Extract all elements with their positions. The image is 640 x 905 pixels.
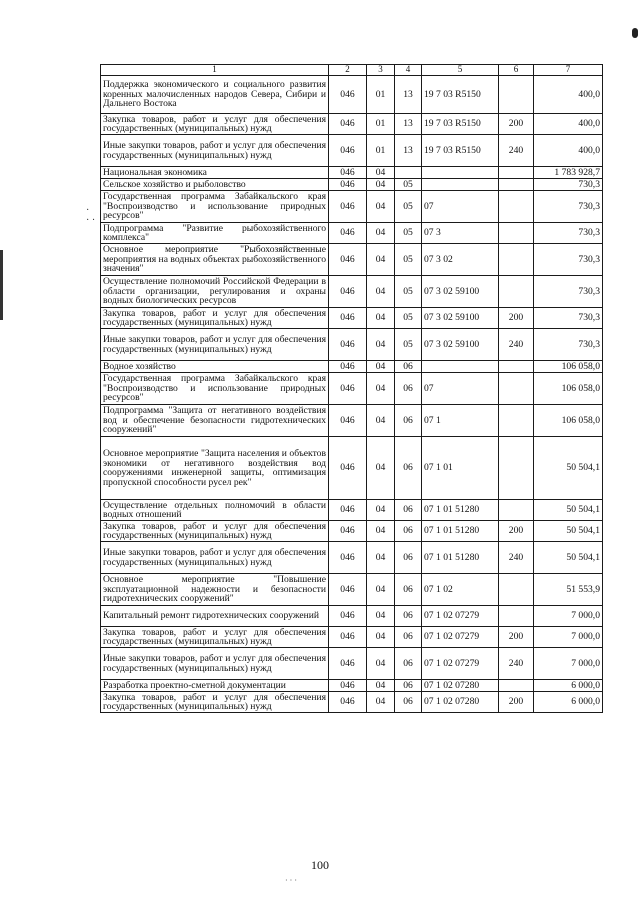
- cell-name: Осуществление отдельных полномочий в области водных отношений: [101, 500, 329, 521]
- header-cell-1: 1: [101, 65, 329, 76]
- table-row: [101, 405, 603, 437]
- cell-csr: 07 1 01 51280: [422, 521, 499, 542]
- cell-pr: 13: [395, 135, 422, 167]
- header-cell-6: 6: [499, 65, 534, 76]
- cell-csr: 07 1 01 51280: [422, 542, 499, 574]
- cell-vr: 200: [499, 521, 534, 542]
- cell-sum: 50 504,1: [534, 542, 603, 574]
- cell-sum: 106 058,0: [534, 361, 603, 373]
- cell-vr: 240: [499, 329, 534, 361]
- cell-rz: 01: [367, 76, 395, 114]
- cell-rz: 04: [367, 500, 395, 521]
- table-row: [101, 542, 603, 574]
- cell-ved: 046: [329, 542, 367, 574]
- cell-ved: 046: [329, 135, 367, 167]
- cell-name: Закупка товаров, работ и услуг для обеспечения государственных (муниципальных) нужд: [101, 114, 329, 135]
- cell-pr: 06: [395, 606, 422, 627]
- cell-name: Государственная программа Забайкальского края "Воспроизводство и использование природных ресурсов": [101, 191, 329, 223]
- cell-ved: 046: [329, 361, 367, 373]
- cell-pr: 06: [395, 405, 422, 437]
- cell-csr: 07: [422, 191, 499, 223]
- cell-ved: 046: [329, 574, 367, 606]
- cell-sum: 730,3: [534, 329, 603, 361]
- cell-name: Иные закупки товаров, работ и услуг для обеспечения государственных (муниципальных) нужд: [101, 648, 329, 680]
- cell-vr: [499, 500, 534, 521]
- cell-csr: 07 3 02 59100: [422, 308, 499, 329]
- table-row: [101, 223, 603, 244]
- table-row: [101, 680, 603, 692]
- page-number: 100: [311, 858, 329, 872]
- cell-ved: 046: [329, 606, 367, 627]
- cell-pr: 06: [395, 542, 422, 574]
- cell-csr: 07 3 02 59100: [422, 329, 499, 361]
- cell-sum: 51 553,9: [534, 574, 603, 606]
- cell-rz: 04: [367, 179, 395, 191]
- table-row: [101, 244, 603, 276]
- cell-vr: 200: [499, 114, 534, 135]
- cell-csr: 07 1 02 07279: [422, 648, 499, 680]
- table-row: [101, 276, 603, 308]
- cell-ved: 046: [329, 244, 367, 276]
- cell-rz: 04: [367, 329, 395, 361]
- cell-sum: 6 000,0: [534, 680, 603, 692]
- cell-name: Капитальный ремонт гидротехнических сооружений: [101, 606, 329, 627]
- cell-rz: 01: [367, 114, 395, 135]
- cell-sum: 50 504,1: [534, 500, 603, 521]
- cell-pr: 05: [395, 244, 422, 276]
- cell-rz: 04: [367, 308, 395, 329]
- cell-pr: 13: [395, 76, 422, 114]
- cell-rz: 04: [367, 437, 395, 500]
- header-cell-2: 2: [329, 65, 367, 76]
- table-row: [101, 692, 603, 713]
- cell-csr: 19 7 03 R5150: [422, 114, 499, 135]
- cell-ved: 046: [329, 648, 367, 680]
- cell-sum: 730,3: [534, 179, 603, 191]
- cell-pr: 06: [395, 373, 422, 405]
- cell-vr: [499, 680, 534, 692]
- cell-name: Водное хозяйство: [101, 361, 329, 373]
- cell-ved: 046: [329, 76, 367, 114]
- cell-sum: 106 058,0: [534, 405, 603, 437]
- scan-artifact-dots: · · ·: [86, 205, 96, 226]
- cell-name: Иные закупки товаров, работ и услуг для обеспечения государственных (муниципальных) нужд: [101, 329, 329, 361]
- cell-ved: 046: [329, 627, 367, 648]
- cell-vr: [499, 574, 534, 606]
- cell-pr: 13: [395, 114, 422, 135]
- cell-name: Осуществление полномочий Российской Федерации в области организации, регулирования и охраны водных биологических ресурсов: [101, 276, 329, 308]
- cell-sum: 730,3: [534, 223, 603, 244]
- cell-sum: 400,0: [534, 76, 603, 114]
- cell-ved: 046: [329, 114, 367, 135]
- cell-vr: [499, 437, 534, 500]
- cell-name: Разработка проектно-сметной документации: [101, 680, 329, 692]
- cell-csr: [422, 361, 499, 373]
- cell-name: Основное мероприятие "Защита населения и объектов экономики от негативного воздействия вод сооружениями инженерной защиты, оптимизация пропускной способности русел рек": [101, 437, 329, 500]
- cell-csr: 19 7 03 R5150: [422, 135, 499, 167]
- cell-ved: 046: [329, 692, 367, 713]
- cell-csr: 07 3 02: [422, 244, 499, 276]
- cell-rz: 04: [367, 574, 395, 606]
- cell-csr: 19 7 03 R5150: [422, 76, 499, 114]
- table-header-row: [101, 65, 603, 76]
- table-row: [101, 167, 603, 179]
- scan-artifact-bar: [0, 250, 3, 320]
- scan-artifact-footer-dots: · · ·: [285, 876, 297, 885]
- cell-sum: 400,0: [534, 114, 603, 135]
- cell-ved: 046: [329, 329, 367, 361]
- cell-pr: 05: [395, 179, 422, 191]
- cell-csr: 07 1 02 07279: [422, 606, 499, 627]
- cell-ved: 046: [329, 405, 367, 437]
- cell-rz: 04: [367, 405, 395, 437]
- cell-ved: 046: [329, 223, 367, 244]
- cell-name: Поддержка экономического и социального развития коренных малочисленных народов Севера, Сибири и Дальнего Востока: [101, 76, 329, 114]
- cell-csr: 07 1 02 07280: [422, 692, 499, 713]
- cell-sum: 106 058,0: [534, 373, 603, 405]
- cell-pr: 06: [395, 437, 422, 500]
- cell-name: Национальная экономика: [101, 167, 329, 179]
- cell-rz: 04: [367, 542, 395, 574]
- cell-csr: [422, 167, 499, 179]
- table-row: [101, 135, 603, 167]
- table-row: [101, 361, 603, 373]
- cell-pr: 06: [395, 692, 422, 713]
- cell-vr: [499, 244, 534, 276]
- cell-pr: 05: [395, 308, 422, 329]
- cell-sum: 7 000,0: [534, 606, 603, 627]
- table-row: [101, 308, 603, 329]
- cell-vr: [499, 167, 534, 179]
- table-row: [101, 437, 603, 500]
- cell-name: Закупка товаров, работ и услуг для обеспечения государственных (муниципальных) нужд: [101, 692, 329, 713]
- cell-ved: 046: [329, 437, 367, 500]
- cell-sum: 7 000,0: [534, 648, 603, 680]
- cell-rz: 04: [367, 648, 395, 680]
- cell-rz: 04: [367, 521, 395, 542]
- cell-pr: 06: [395, 521, 422, 542]
- cell-csr: 07 1: [422, 405, 499, 437]
- cell-vr: 240: [499, 135, 534, 167]
- cell-sum: 7 000,0: [534, 627, 603, 648]
- cell-ved: 046: [329, 179, 367, 191]
- cell-rz: 04: [367, 692, 395, 713]
- budget-table: [100, 64, 603, 713]
- cell-vr: [499, 606, 534, 627]
- cell-sum: 400,0: [534, 135, 603, 167]
- table-row: [101, 373, 603, 405]
- cell-pr: [395, 167, 422, 179]
- cell-ved: 046: [329, 276, 367, 308]
- cell-pr: 06: [395, 627, 422, 648]
- cell-csr: 07 3 02 59100: [422, 276, 499, 308]
- cell-ved: 046: [329, 308, 367, 329]
- table-row: [101, 329, 603, 361]
- cell-rz: 04: [367, 680, 395, 692]
- cell-sum: 730,3: [534, 308, 603, 329]
- cell-rz: 01: [367, 135, 395, 167]
- header-cell-3: 3: [367, 65, 395, 76]
- cell-pr: 05: [395, 329, 422, 361]
- table-row: [101, 521, 603, 542]
- cell-vr: [499, 276, 534, 308]
- cell-pr: 05: [395, 223, 422, 244]
- cell-ved: 046: [329, 373, 367, 405]
- table-row: [101, 574, 603, 606]
- cell-csr: 07 1 02: [422, 574, 499, 606]
- cell-rz: 04: [367, 167, 395, 179]
- table-row: [101, 606, 603, 627]
- cell-name: Закупка товаров, работ и услуг для обеспечения государственных (муниципальных) нужд: [101, 521, 329, 542]
- cell-pr: 06: [395, 648, 422, 680]
- header-cell-4: 4: [395, 65, 422, 76]
- cell-vr: 240: [499, 648, 534, 680]
- cell-ved: 046: [329, 167, 367, 179]
- table-row: [101, 648, 603, 680]
- cell-csr: 07: [422, 373, 499, 405]
- header-cell-7: 7: [534, 65, 603, 76]
- cell-name: Основное мероприятие "Рыбохозяйственные мероприятия на водных объектах рыбохозяйственного значения": [101, 244, 329, 276]
- table-row: [101, 114, 603, 135]
- table-row: [101, 179, 603, 191]
- table-row: [101, 76, 603, 114]
- cell-vr: [499, 373, 534, 405]
- cell-vr: 200: [499, 627, 534, 648]
- header-cell-5: 5: [422, 65, 499, 76]
- cell-vr: [499, 361, 534, 373]
- cell-sum: 50 504,1: [534, 521, 603, 542]
- cell-vr: [499, 179, 534, 191]
- cell-vr: [499, 76, 534, 114]
- cell-name: Подпрограмма "Развитие рыбохозяйственного комплекса": [101, 223, 329, 244]
- cell-pr: 05: [395, 191, 422, 223]
- scan-artifact-mark: [632, 28, 638, 38]
- table-row: [101, 500, 603, 521]
- cell-name: Государственная программа Забайкальского края "Воспроизводство и использование природных ресурсов": [101, 373, 329, 405]
- cell-pr: 06: [395, 680, 422, 692]
- cell-name: Иные закупки товаров, работ и услуг для обеспечения государственных (муниципальных) нужд: [101, 135, 329, 167]
- cell-rz: 04: [367, 373, 395, 405]
- cell-csr: 07 1 01 51280: [422, 500, 499, 521]
- cell-sum: 6 000,0: [534, 692, 603, 713]
- cell-vr: 240: [499, 542, 534, 574]
- cell-rz: 04: [367, 361, 395, 373]
- cell-ved: 046: [329, 191, 367, 223]
- cell-pr: 06: [395, 574, 422, 606]
- cell-csr: 07 1 02 07280: [422, 680, 499, 692]
- cell-csr: [422, 179, 499, 191]
- cell-ved: 046: [329, 500, 367, 521]
- cell-pr: 06: [395, 361, 422, 373]
- cell-name: Подпрограмма "Защита от негативного воздействия вод и обеспечение безопасности гидротехнических сооружений": [101, 405, 329, 437]
- cell-vr: 200: [499, 692, 534, 713]
- table-row: [101, 191, 603, 223]
- cell-vr: 200: [499, 308, 534, 329]
- cell-rz: 04: [367, 606, 395, 627]
- cell-sum: 50 504,1: [534, 437, 603, 500]
- cell-rz: 04: [367, 627, 395, 648]
- cell-name: Закупка товаров, работ и услуг для обеспечения государственных (муниципальных) нужд: [101, 308, 329, 329]
- cell-rz: 04: [367, 276, 395, 308]
- cell-name: Сельское хозяйство и рыболовство: [101, 179, 329, 191]
- cell-sum: 730,3: [534, 276, 603, 308]
- cell-ved: 046: [329, 680, 367, 692]
- cell-name: Иные закупки товаров, работ и услуг для обеспечения государственных (муниципальных) нужд: [101, 542, 329, 574]
- cell-csr: 07 3: [422, 223, 499, 244]
- cell-vr: [499, 223, 534, 244]
- cell-sum: 1 783 928,7: [534, 167, 603, 179]
- cell-ved: 046: [329, 521, 367, 542]
- cell-pr: 05: [395, 276, 422, 308]
- cell-sum: 730,3: [534, 244, 603, 276]
- cell-pr: 06: [395, 500, 422, 521]
- cell-rz: 04: [367, 223, 395, 244]
- cell-csr: 07 1 02 07279: [422, 627, 499, 648]
- table-row: [101, 627, 603, 648]
- cell-sum: 730,3: [534, 191, 603, 223]
- cell-vr: [499, 191, 534, 223]
- cell-vr: [499, 405, 534, 437]
- cell-rz: 04: [367, 191, 395, 223]
- cell-csr: 07 1 01: [422, 437, 499, 500]
- cell-name: Закупка товаров, работ и услуг для обеспечения государственных (муниципальных) нужд: [101, 627, 329, 648]
- cell-name: Основное мероприятие "Повышение эксплуатационной надежности и безопасности гидротехнических сооружений": [101, 574, 329, 606]
- cell-rz: 04: [367, 244, 395, 276]
